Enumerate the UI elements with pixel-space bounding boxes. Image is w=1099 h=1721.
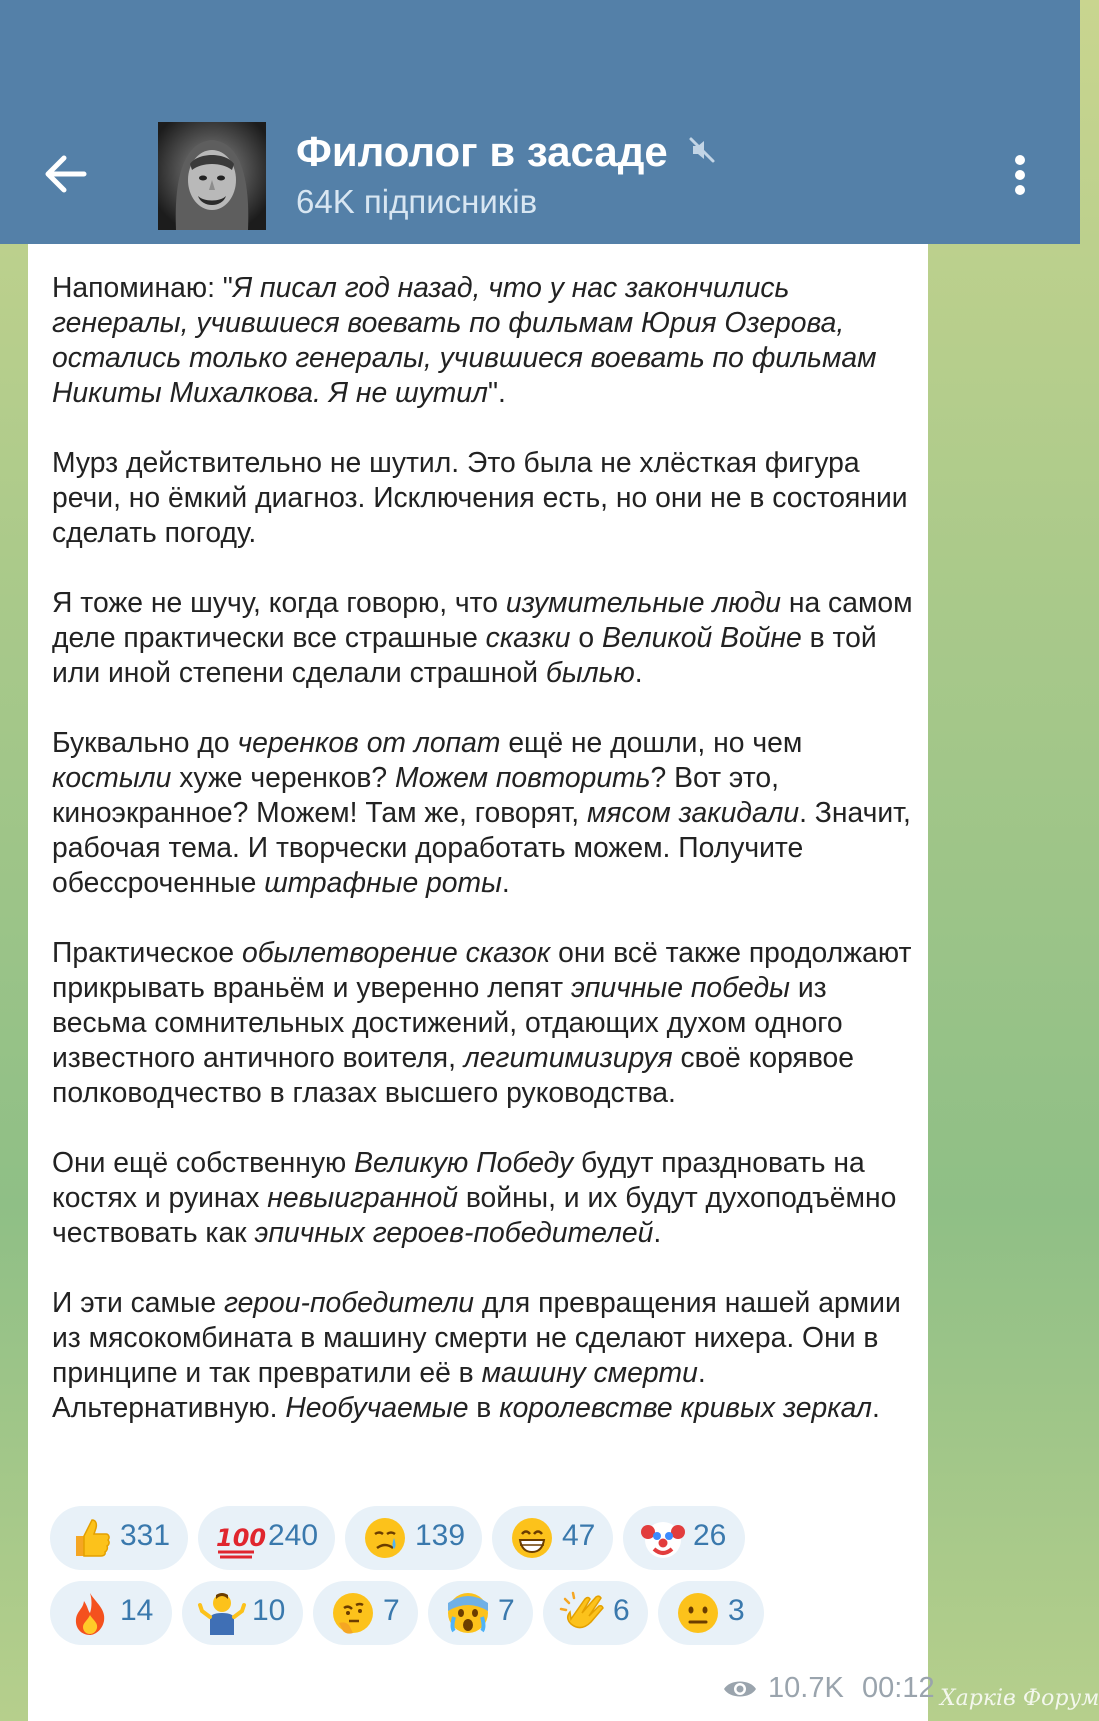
- hundred-points-icon: [214, 1514, 267, 1562]
- reaction-count: 26: [693, 1519, 727, 1552]
- reaction-count: 3: [728, 1594, 745, 1627]
- text-run: . Альтернативную.: [52, 1356, 706, 1423]
- text-run: войны, и их будут духоподъёмно чествовать как: [52, 1181, 897, 1248]
- italic-text: Великой Войне: [602, 621, 802, 653]
- italic-text: герои-победители: [223, 1286, 475, 1318]
- channel-avatar[interactable]: [158, 122, 266, 230]
- neutral-face-icon: [674, 1589, 722, 1637]
- reaction-count: 6: [613, 1594, 630, 1627]
- text-run: ещё не дошли, но чем: [500, 726, 803, 758]
- avatar-photo: [158, 122, 266, 230]
- chat-header: [0, 0, 1080, 244]
- text-run: на самом деле практически все страшные: [52, 586, 913, 653]
- italic-text: эпичных героев-победителей: [254, 1216, 654, 1248]
- more-vertical-icon: [1015, 155, 1025, 165]
- italic-text: сказки: [485, 621, 571, 653]
- text-run: Они ещё собственную: [52, 1146, 355, 1178]
- italic-text: эпичные победы: [570, 971, 790, 1003]
- italic-text: мясом закидали: [586, 796, 800, 828]
- italic-text: королевстве кривых зеркал: [499, 1391, 872, 1423]
- italic-text: былью: [545, 656, 635, 688]
- text-run: из весьма сомнительных достижений, отдающих духом одного известного античного воителя,: [52, 971, 843, 1073]
- post-paragraph: [52, 935, 918, 1110]
- reaction-count: 331: [120, 1519, 171, 1552]
- reaction-chip[interactable]: [182, 1581, 303, 1645]
- italic-text: Я писал год назад, что у нас закончились генералы, учившиеся воевать по фильмам Юрия Озерова, остались только генералы, учившиеся воевать по фильмам Никиты Михалкова. Я не шутил: [52, 271, 877, 408]
- text-run: ? Вот это, киноэкранное? Можем! Там же, говорят,: [52, 761, 779, 828]
- subscriber-count: 64K підписників: [296, 183, 538, 220]
- post-paragraph: [52, 445, 918, 550]
- text-run: Мурз действительно не шутил. Это была не хлёсткая фигура речи, но ёмкий диагноз. Исключения есть, но они не в состоянии сделать погоду.: [52, 446, 908, 548]
- reaction-chip[interactable]: [658, 1581, 764, 1645]
- text-run: Практическое: [52, 936, 242, 968]
- eye-icon: [722, 1676, 758, 1702]
- arrow-left-icon: [40, 150, 96, 198]
- italic-text: Необучаемые: [285, 1391, 469, 1423]
- text-run: в той или иной степени сделали страшной: [52, 621, 877, 688]
- reaction-chip[interactable]: [198, 1506, 335, 1570]
- text-run: они всё также продолжают прикрывать враньём и уверенно лепят: [52, 936, 912, 1003]
- italic-text: обылетворение сказок: [241, 936, 551, 968]
- person-shrugging-icon: [198, 1589, 246, 1637]
- text-run: .: [501, 866, 510, 898]
- post-paragraph: [52, 1285, 918, 1425]
- more-menu-button[interactable]: [1002, 150, 1038, 200]
- text-run: И эти самые: [52, 1286, 224, 1318]
- grinning-face-icon: [508, 1514, 556, 1562]
- more-dot: [1015, 170, 1025, 180]
- muted-speaker-icon: [689, 136, 717, 164]
- text-run: ".: [487, 376, 506, 408]
- message-meta: [722, 1672, 942, 1712]
- post-paragraph: [52, 1145, 918, 1250]
- reaction-chip[interactable]: [428, 1581, 533, 1645]
- text-run: для превращения нашей армии из мясокомбината в машину смерти не сделают нихера. Они в принципе и так превратили её в: [52, 1286, 901, 1388]
- reaction-chip[interactable]: [623, 1506, 745, 1570]
- message-time: 00:12: [862, 1672, 935, 1704]
- crying-face-icon: [361, 1514, 409, 1562]
- text-run: будут праздновать на костях и руинах: [52, 1146, 865, 1213]
- clapping-hands-icon: [559, 1589, 607, 1637]
- thumbs-up-icon: [66, 1514, 114, 1562]
- reaction-count: 240: [268, 1519, 319, 1552]
- reaction-chip[interactable]: [345, 1506, 482, 1570]
- reaction-count: 14: [120, 1594, 154, 1627]
- reaction-chip[interactable]: [50, 1581, 172, 1645]
- italic-text: легитимизируя: [463, 1041, 673, 1073]
- reactions-row-2: [50, 1581, 930, 1645]
- back-button[interactable]: [40, 150, 96, 198]
- thinking-face-icon: [329, 1589, 377, 1637]
- message-bubble: [28, 244, 935, 1721]
- more-dot: [1015, 185, 1025, 195]
- text-run: о: [570, 621, 603, 653]
- text-run: своё корявое полководчество в глазах высшего руководства.: [52, 1041, 855, 1108]
- post-paragraph: [52, 725, 918, 900]
- svg-text:100: 100: [216, 1524, 267, 1552]
- text-run: . Значит, рабочая тема. И творчески доработать можем. Получите обессроченные: [52, 796, 911, 898]
- italic-text: невыигранной: [267, 1181, 458, 1213]
- text-run: .: [653, 1216, 662, 1248]
- text-run: .: [871, 1391, 880, 1423]
- text-run: Я тоже не шучу, когда говорю, что: [52, 586, 506, 618]
- italic-text: Можем повторить: [395, 761, 651, 793]
- reaction-count: 10: [252, 1594, 286, 1627]
- view-count: 10.7K: [768, 1672, 844, 1704]
- reaction-chip[interactable]: [50, 1506, 188, 1570]
- italic-text: машину смерти: [481, 1356, 698, 1388]
- italic-text: черенков от лопат: [237, 726, 501, 758]
- channel-title[interactable]: [296, 128, 717, 176]
- clown-face-icon: [639, 1514, 687, 1562]
- text-run: Буквально до: [52, 726, 238, 758]
- reaction-count: 7: [498, 1594, 515, 1627]
- reaction-chip[interactable]: [543, 1581, 648, 1645]
- text-run: хуже черенков?: [171, 761, 395, 793]
- italic-text: штрафные роты: [264, 866, 502, 898]
- channel-name: Филолог в засаде: [296, 128, 668, 175]
- reactions-row-1: [50, 1506, 930, 1570]
- fire-icon: [66, 1589, 114, 1637]
- reaction-count: 7: [383, 1594, 400, 1627]
- reaction-count: 139: [415, 1519, 466, 1552]
- reaction-count: 47: [562, 1519, 596, 1552]
- post-text: [52, 270, 918, 1460]
- watermark: Харків Форум: [940, 1686, 1099, 1711]
- screaming-face-icon: [444, 1589, 492, 1637]
- reaction-chip[interactable]: [492, 1506, 613, 1570]
- italic-text: костыли: [52, 761, 172, 793]
- reaction-chip[interactable]: [313, 1581, 418, 1645]
- italic-text: Великую Победу: [354, 1146, 574, 1178]
- post-paragraph: [52, 270, 918, 410]
- text-run: Напоминаю: ": [52, 271, 233, 303]
- italic-text: изумительные люди: [505, 586, 781, 618]
- post-paragraph: [52, 585, 918, 690]
- text-run: .: [634, 656, 643, 688]
- text-run: в: [468, 1391, 500, 1423]
